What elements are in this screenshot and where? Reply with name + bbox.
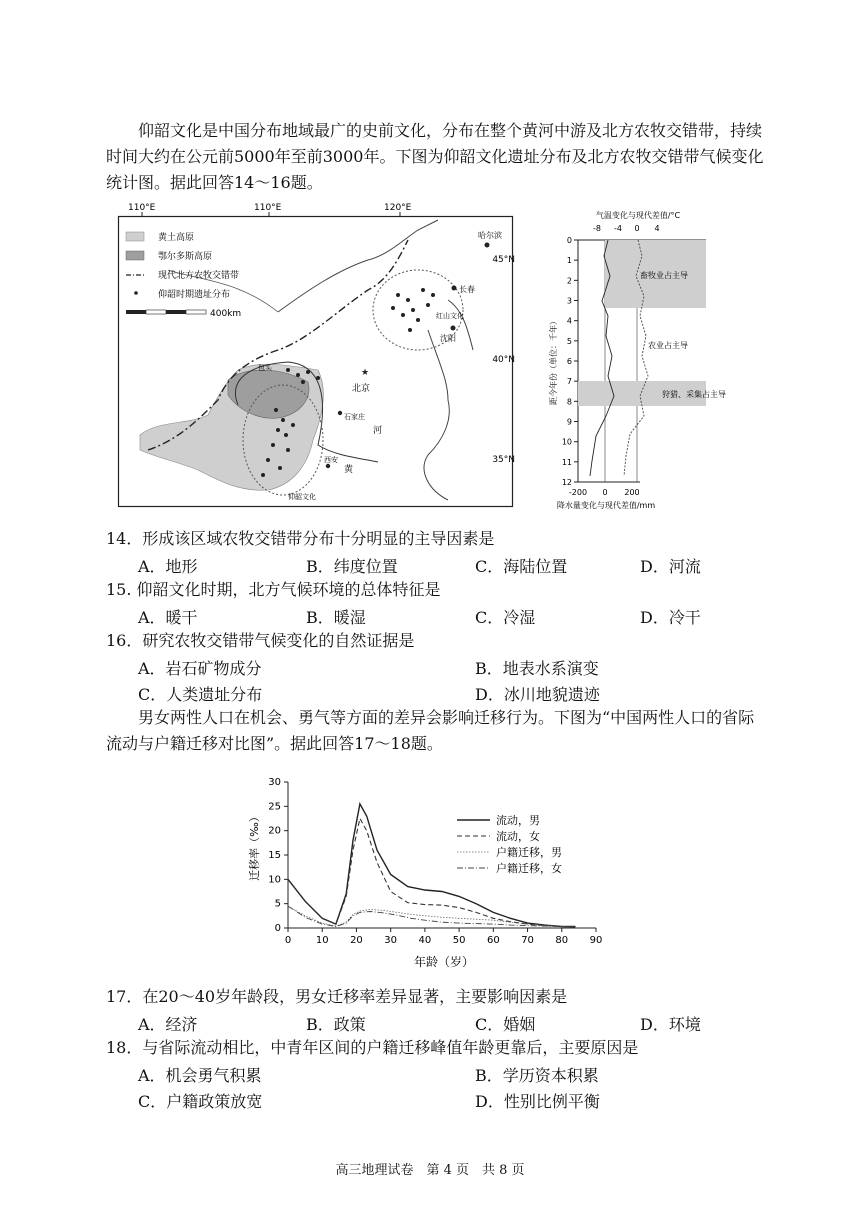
left-tick-11: 11 (561, 457, 572, 467)
yangshao-map (118, 200, 516, 512)
left-tick-9: 9 (566, 417, 572, 427)
climate-y-label: 距今年份（单位：千年） (549, 317, 558, 405)
city-harbin: 哈尔滨 (478, 231, 502, 240)
legend-label-3: 户籍迁移，男 (496, 846, 562, 859)
q18-option-d[interactable]: D．性别比例平衡 (475, 1092, 600, 1111)
city-baotou: 包头 (258, 364, 272, 372)
legend-ecotone: 现代北方农牧交错带 (158, 271, 240, 281)
q15-option-c[interactable]: C．冷湿 (475, 608, 536, 627)
q14-option-b[interactable]: B．纬度位置 (306, 557, 398, 576)
left-tick-2: 2 (566, 276, 572, 286)
y-tick-label: 20 (268, 825, 281, 837)
legend-ordos: 鄂尔多斯高原 (158, 252, 213, 262)
climate-top-title: 气温变化与现代差值/°C (595, 211, 681, 220)
lon-label-1: 110°E (128, 203, 156, 213)
q14-option-a[interactable]: A．地形 (138, 557, 198, 576)
left-tick-1: 1 (566, 256, 572, 266)
bottom-tick-1: -200 (568, 488, 588, 497)
y-tick-label: 30 (268, 777, 281, 788)
label-yangshao: 仰韶文化 (288, 493, 316, 501)
climate-bottom-title: 降水量变化与现代差值/mm (556, 501, 656, 510)
legend-loess: 黄土高原 (158, 233, 195, 243)
lat-label-45: 45°N (492, 255, 515, 265)
q18-option-b[interactable]: B．学历资本积累 (475, 1066, 599, 1085)
left-ticks (562, 236, 578, 487)
q15-option-d[interactable]: D．冷干 (640, 608, 701, 627)
city-beijing: 北京 (352, 384, 371, 394)
y-tick-label: 15 (268, 850, 281, 861)
left-tick-6: 6 (566, 357, 572, 366)
q16-option-d[interactable]: D．冰川地貌遗迹 (475, 685, 600, 704)
x-tick-label: 20 (350, 935, 363, 946)
left-tick-3: 3 (566, 296, 572, 306)
climate-chart (546, 206, 756, 516)
q16-stem: 16．研究农牧交错带气候变化的自然证据是 (106, 631, 415, 650)
legend-label-4: 户籍迁移，女 (496, 862, 562, 875)
zone-label-pastoral: 畜牧业占主导 (640, 271, 688, 280)
x-tick-label: 30 (384, 935, 398, 946)
q16-option-b[interactable]: B．地表水系演变 (475, 659, 599, 678)
q18-option-a[interactable]: A．机会勇气积累 (138, 1066, 262, 1085)
q17-option-c[interactable]: C．婚姻 (475, 1015, 536, 1034)
left-tick-8: 8 (566, 397, 572, 407)
x-tick-label: 80 (555, 935, 569, 946)
x-tick-label: 0 (284, 935, 292, 946)
left-tick-0: 0 (566, 236, 572, 245)
x-tick-label: 40 (418, 935, 432, 946)
top-tick-4: 4 (654, 224, 660, 233)
label-river-he: 河 (373, 426, 383, 436)
left-tick-10: 10 (561, 437, 572, 447)
q17-option-d[interactable]: D．环境 (640, 1015, 701, 1034)
left-tick-5: 5 (566, 336, 572, 346)
q15-stem: 15. 仰韶文化时期，北方气候环境的总体特征是 (106, 580, 441, 599)
y-tick-label: 10 (268, 874, 281, 886)
lat-label-35: 35°N (492, 455, 515, 465)
bottom-tick-2: 0 (602, 488, 608, 497)
y-tick-label: 25 (268, 801, 281, 813)
x-tick-label: 70 (521, 935, 534, 946)
x-tick-label: 10 (315, 935, 329, 946)
scale-label: 400km (210, 309, 242, 319)
migration-legend (457, 813, 562, 875)
left-tick-7: 7 (566, 377, 572, 387)
migration-x-label: 年龄（岁） (413, 955, 475, 969)
top-tick-3: 0 (634, 224, 640, 233)
city-changchun: 长春 (459, 285, 475, 294)
left-tick-4: 4 (566, 316, 572, 326)
city-xian: 西安 (324, 456, 338, 464)
y-tick-label: 0 (274, 923, 281, 934)
city-shijiazhuang: 石家庄 (344, 413, 365, 421)
svg-text:★: ★ (361, 368, 370, 378)
q16-option-a[interactable]: A．岩石矿物成分 (138, 659, 262, 678)
top-tick-2: -4 (614, 224, 622, 233)
legend-sites: 仰韶时期遗址分布 (158, 290, 231, 300)
legend-label-2: 流动，女 (496, 830, 540, 843)
zone-label-hunting: 狩猎、采集占主导 (662, 390, 726, 399)
x-tick-label: 90 (589, 935, 603, 946)
y-tick-label: 5 (274, 898, 281, 910)
q15-option-b[interactable]: B．暖湿 (306, 608, 366, 627)
q14-option-c[interactable]: C．海陆位置 (475, 557, 568, 576)
city-shenyang: 沈阳 (440, 334, 456, 343)
bottom-tick-3: 200 (624, 488, 640, 497)
zone-label-agri: 农业占主导 (648, 341, 688, 350)
label-river-huang: 黄 (344, 465, 354, 475)
q14-option-d[interactable]: D．河流 (640, 557, 701, 576)
q17-stem: 17．在20～40岁年龄段，男女迁移率差异显著，主要影响因素是 (106, 987, 568, 1006)
q17-option-b[interactable]: B．政策 (306, 1015, 366, 1034)
q18-stem: 18．与省际流动相比，中青年区间的户籍迁移峰值年龄更靠后，主要原因是 (106, 1038, 639, 1057)
q18-option-c[interactable]: C．户籍政策放宽 (138, 1092, 263, 1111)
x-tick-label: 60 (486, 935, 500, 946)
lon-label-2: 110°E (254, 203, 282, 213)
label-hongshan: 红山文化 (436, 312, 464, 320)
left-tick-12: 12 (561, 478, 572, 487)
q17-option-a[interactable]: A．经济 (138, 1015, 198, 1034)
q14-stem: 14．形成该区域农牧交错带分布十分明显的主导因素是 (106, 529, 495, 548)
legend-label-1: 流动，男 (496, 814, 540, 827)
page-footer: 高三地理试卷 第 4 页 共 8 页 (335, 1163, 525, 1178)
x-tick-label: 50 (452, 935, 466, 946)
lat-label-40: 40°N (492, 355, 515, 365)
intro-paragraph-2: 男女两性人口在机会、勇气等方面的差异会影响迁移行为。下图为“中国两性人口的省际流动与户籍迁移对比图”。据此回答17～18题。 (106, 708, 755, 753)
migration-y-label: 迁移率（‰） (248, 811, 261, 881)
q15-option-a[interactable]: A．暖干 (138, 608, 198, 627)
q16-option-c[interactable]: C．人类遗址分布 (138, 685, 263, 704)
migration-chart (250, 770, 620, 970)
top-tick-1: -8 (593, 224, 601, 233)
lon-label-3: 120°E (384, 203, 412, 213)
intro-paragraph-1: 仰韶文化是中国分布地域最广的史前文化，分布在整个黄河中游及北方农牧交错带，持续时间大约在公元前5000年至前3000年。下图为仰韶文化遗址分布及北方农牧交错带气候变化统计图。据此回答14～16题。 (106, 121, 764, 192)
